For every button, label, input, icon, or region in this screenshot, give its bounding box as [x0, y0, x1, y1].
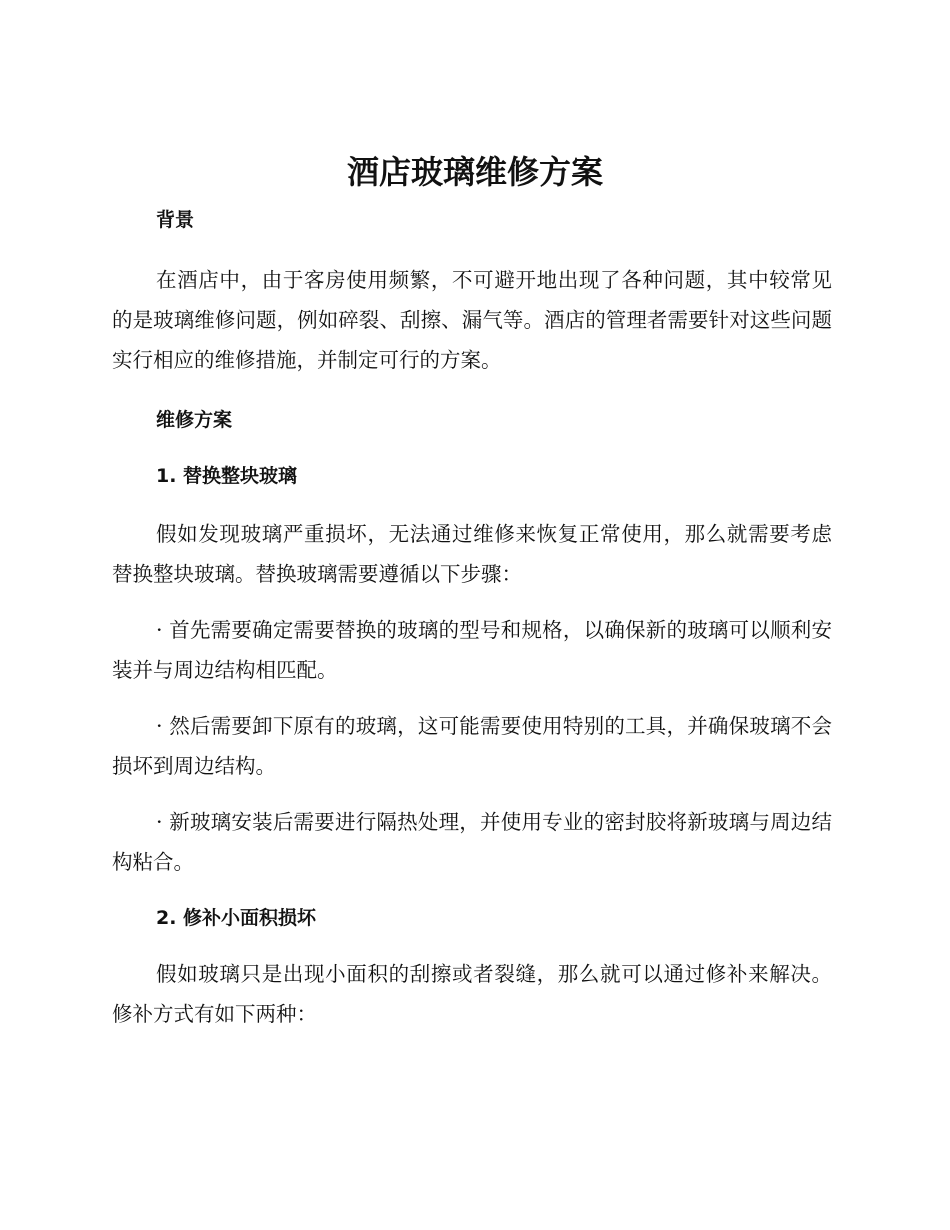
section-heading-background: 背景 — [156, 209, 195, 231]
subsection-heading-replace-glass: 1. 替换整块玻璃 — [156, 465, 298, 487]
paragraph-background: 在酒店中，由于客房使用频繁，不可避开地出现了各种问题，其中较常见的是玻璃维修问题，例如碎裂、刮擦、漏气等。酒店的管理者需要针对这些问题实行相应的维修措施，并制定可行的方案。 — [112, 268, 832, 372]
document-body — [112, 200, 832, 1034]
subsection-heading-repair-small-damage: 2. 修补小面积损坏 — [156, 907, 317, 929]
document-title: 酒店玻璃维修方案 — [346, 153, 603, 191]
bullet-item: · 首先需要确定需要替换的玻璃的型号和规格，以确保新的玻璃可以顺利安装并与周边结构相匹配。 — [112, 618, 832, 682]
bullet-item: · 然后需要卸下原有的玻璃，这可能需要使用特别的工具，并确保玻璃不会损坏到周边结构。 — [112, 714, 832, 778]
paragraph-repair-small-damage: 假如玻璃只是出现小面积的刮擦或者裂缝，那么就可以通过修补来解决。修补方式有如下两种： — [112, 962, 832, 1026]
bullet-item: · 新玻璃安装后需要进行隔热处理，并使用专业的密封胶将新玻璃与周边结构粘合。 — [112, 810, 832, 874]
paragraph-replace-glass: 假如发现玻璃严重损坏，无法通过维修来恢复正常使用，那么就需要考虑替换整块玻璃。替换玻璃需要遵循以下步骤： — [112, 522, 832, 586]
section-heading-plan: 维修方案 — [156, 409, 233, 431]
